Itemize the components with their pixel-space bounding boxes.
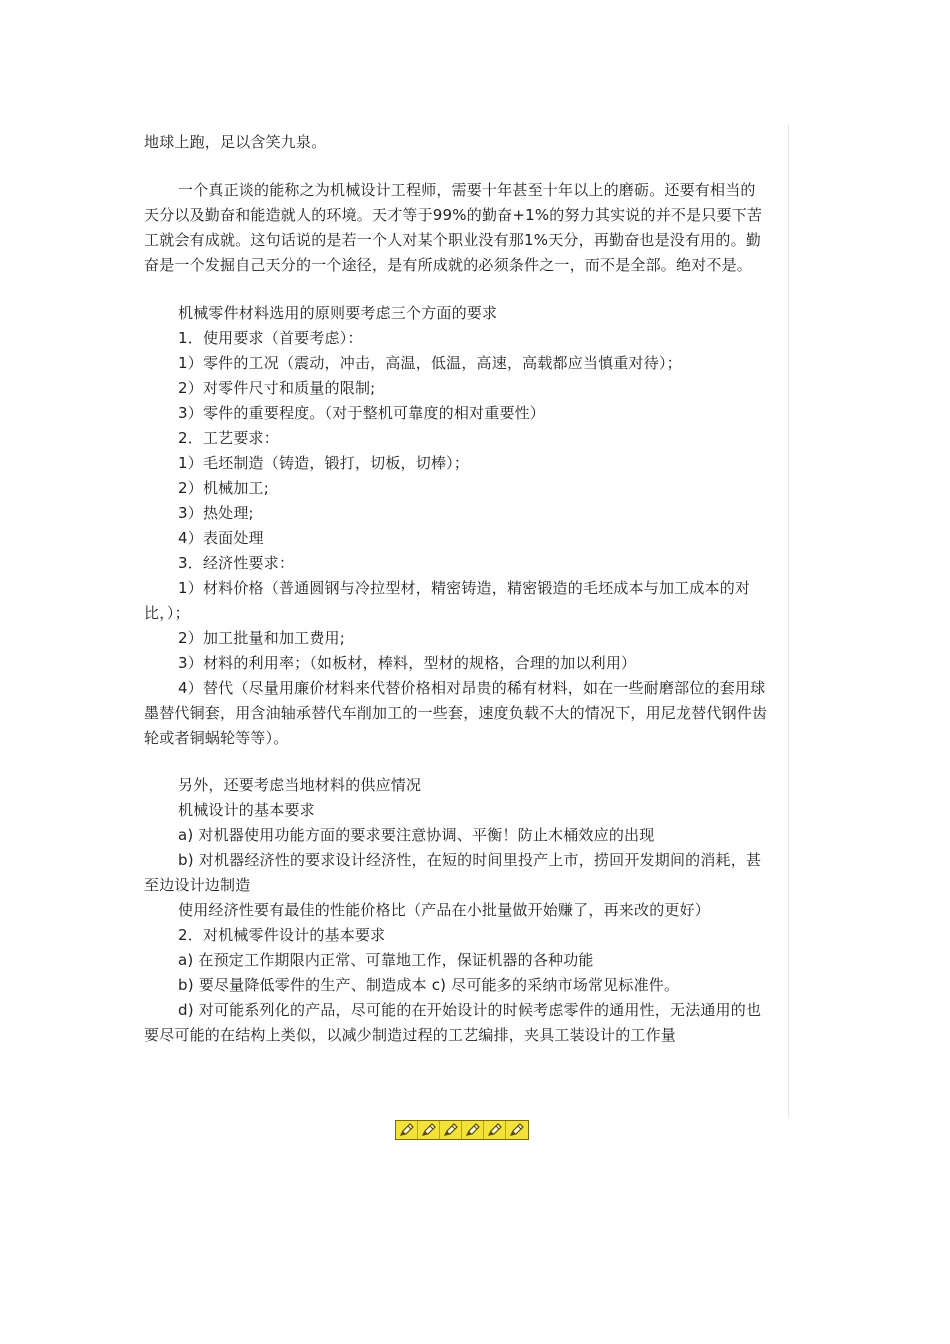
list-item: 1．使用要求（首要考虑）： [178, 329, 363, 347]
list-item: 4）表面处理 [178, 529, 264, 547]
pencil-icon [462, 1121, 484, 1139]
list-item: 1）毛坯制造（铸造，锻打，切板，切棒）； [178, 454, 470, 472]
spacer [144, 751, 770, 773]
list-item: 4）替代（尽量用廉价材料来代替价格相对昂贵的稀有材料，如在一些耐磨部位的套用球墨替代铜套，用含油轴承替代车削加工的一些套，速度负载不大的情况下，用尼龙替代钢件齿轮或者铜蜗轮等等）。 [144, 679, 768, 747]
list-item: 2）机械加工; [178, 479, 269, 497]
list-item: 1）零件的工况（震动，冲击，高温，低温，高速，高载都应当慎重对待）； [178, 354, 682, 372]
column-divider [788, 124, 789, 1118]
list-item: a) 对机器使用功能方面的要求要注意协调、平衡！防止木桶效应的出现 [178, 826, 655, 844]
list-item: 2）加工批量和加工费用; [178, 629, 345, 647]
list-item: d) 对可能系列化的产品，尽可能的在开始设计的时候考虑零件的通用性，无法通用的也要尽可能的在结构上类似，以减少制造过程的工艺编排，夹具工装设计的工作量 [144, 1001, 762, 1044]
list-item: 3．经济性要求： [178, 554, 295, 572]
pencil-icon [418, 1121, 440, 1139]
pencil-icon [506, 1121, 528, 1139]
spacer [144, 155, 770, 178]
paragraph-engineer: 一个真正谈的能称之为机械设计工程师，需要十年甚至十年以上的磨砺。还要有相当的天分以及勤奋和能造就人的环境。天才等于99%的勤奋+1%的努力其实说的并不是只要下苦工就会有成就。这句话说的是若一个人对某个职业没有那1%天分，再勤奋也是没有用的。勤奋是一个发掘自己天分的一个途径，是有所成就的必须条件之一，而不是全部。绝对不是。 [144, 181, 763, 274]
list-item: b) 要尽量降低零件的生产、制造成本 c) 尽可能多的采纳市场常见标准件。 [178, 976, 680, 994]
list-item: 2．对机械零件设计的基本要求 [178, 926, 386, 944]
pencil-icon [440, 1121, 462, 1139]
paragraph-intro: 地球上跑，足以含笑九泉。 [144, 133, 327, 151]
document-body [144, 130, 770, 1048]
list-item: a) 在预定工作期限内正常、可靠地工作，保证机器的各种功能 [178, 951, 594, 969]
list-item: 2）对零件尺寸和质量的限制; [178, 379, 376, 397]
list-item: b) 对机器经济性的要求设计经济性，在短的时间里投产上市，捞回开发期间的消耗，甚至边设计边制造 [144, 851, 762, 894]
pencil-icon [484, 1121, 506, 1139]
spacer [144, 278, 770, 301]
list-item: 1）材料价格（普通圆钢与冷拉型材，精密铸造，精密锻造的毛坯成本与加工成本的对比，）； [144, 579, 751, 622]
list-item: 使用经济性要有最佳的性能价格比（产品在小批量做开始赚了，再来改的更好） [178, 901, 711, 919]
list-item: 另外，还要考虑当地材料的供应情况 [178, 776, 422, 794]
pencil-icon [396, 1121, 418, 1139]
list-item: 2．工艺要求： [178, 429, 279, 447]
list-item: 3）零件的重要程度。（对于整机可靠度的相对重要性） [178, 404, 546, 422]
list-item: 3）材料的利用率；（如板材，棒料，型材的规格，合理的加以利用） [178, 654, 637, 672]
pencil-icon-strip [395, 1120, 529, 1140]
materials-heading: 机械零件材料选用的原则要考虑三个方面的要求 [178, 304, 498, 322]
design-heading: 机械设计的基本要求 [178, 801, 315, 819]
list-item: 3）热处理; [178, 504, 254, 522]
